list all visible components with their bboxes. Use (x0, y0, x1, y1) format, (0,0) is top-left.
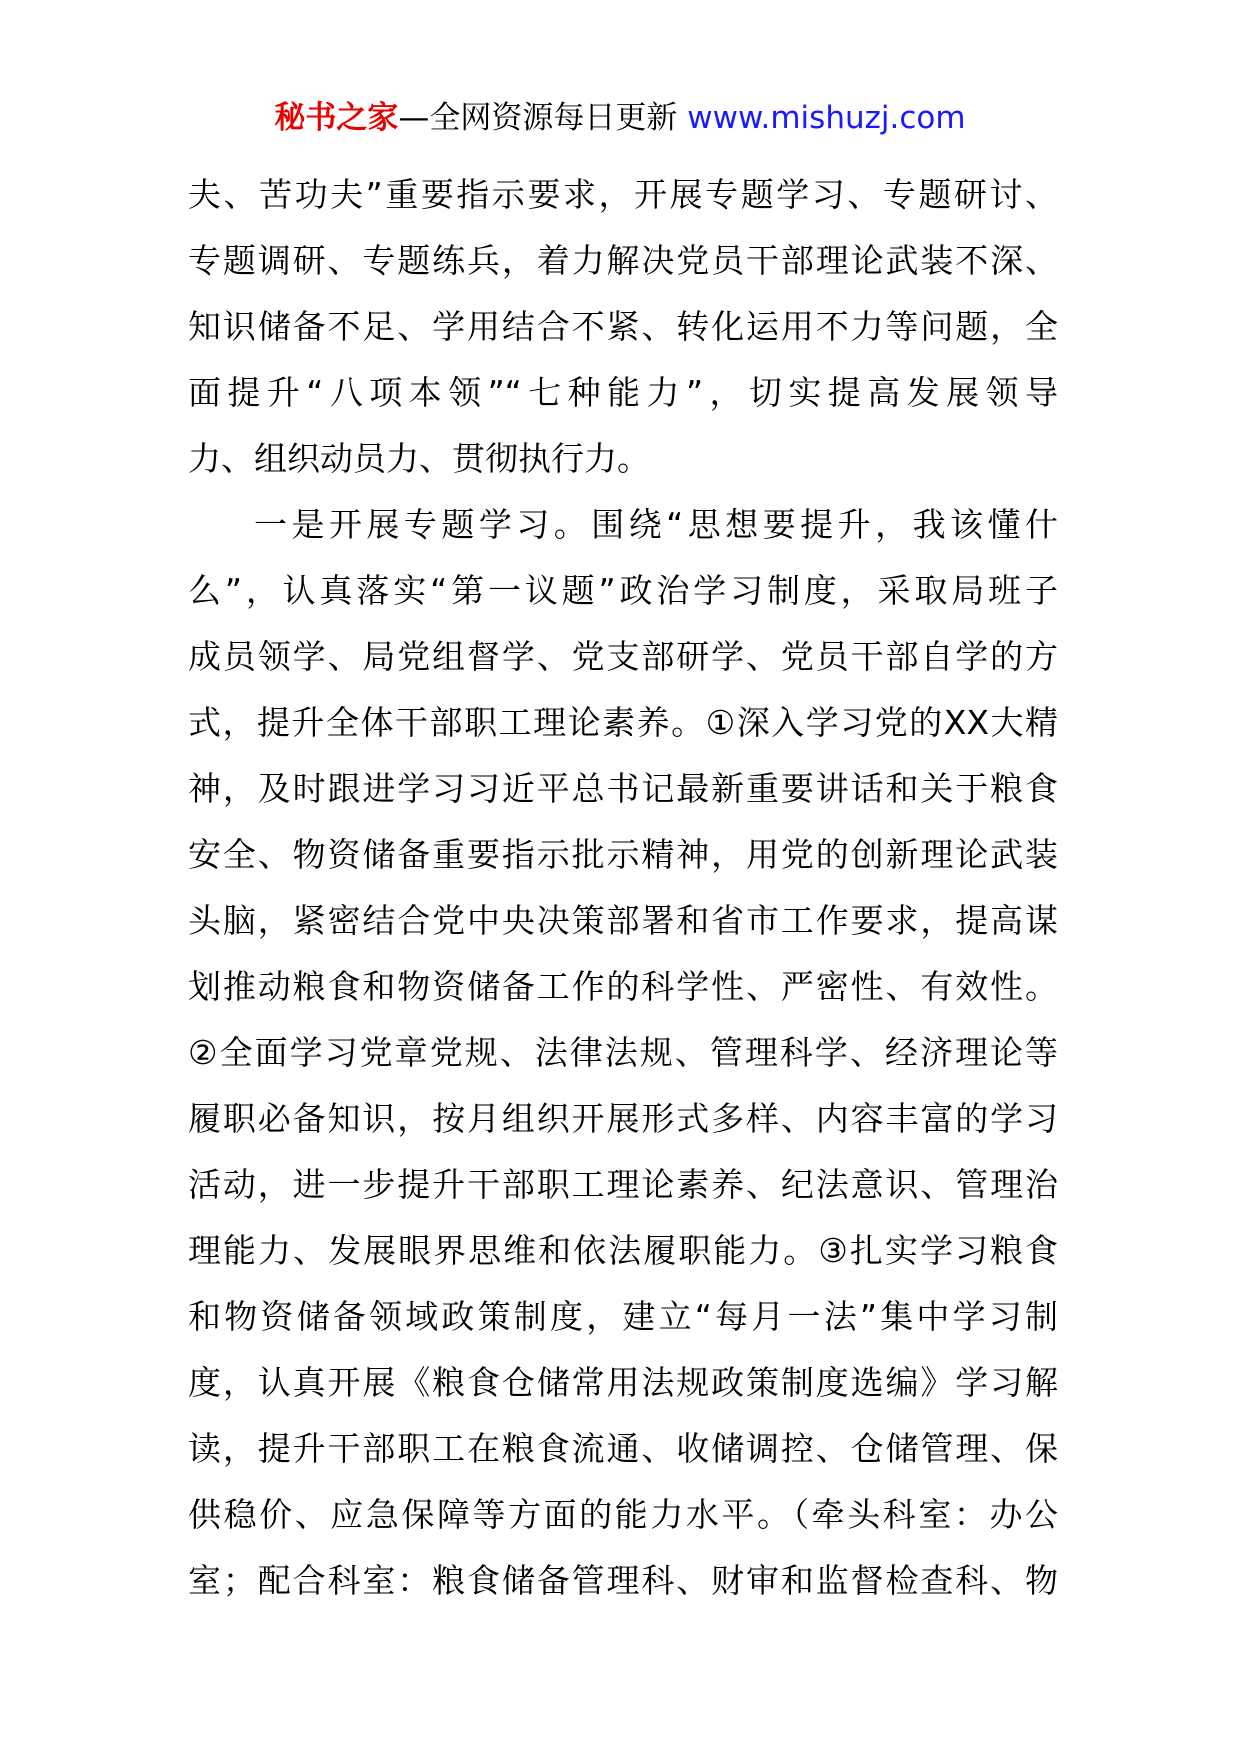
paragraph (188, 492, 1058, 1614)
text-line: 面提升“八项本领”“七种能力”，切实提高发展领导 (188, 373, 1058, 412)
text-line: 划推动粮食和物资储备工作的科学性、严密性、有效性。 (188, 967, 1058, 1006)
text-line: 供稳价、应急保障等方面的能力水平。（牵头科室：办公 (188, 1495, 1058, 1534)
document-body (188, 162, 1058, 1614)
site-header (0, 96, 1240, 140)
text-line: 一是开展专题学习。围绕“思想要提升，我该懂什 (254, 505, 1058, 544)
text-line: 室；配合科室：粮食储备管理科、财审和监督检查科、物 (188, 1561, 1058, 1600)
text-line: 度，认真开展《粮食仓储常用法规政策制度选编》学习解 (188, 1363, 1058, 1402)
site-brand: 秘书之家 (274, 100, 399, 136)
text-line: 履职必备知识，按月组织开展形式多样、内容丰富的学习 (188, 1099, 1058, 1138)
text-line: 理能力、发展眼界思维和依法履职能力。③扎实学习粮食 (188, 1231, 1058, 1270)
text-line: 知识储备不足、学用结合不紧、转化运用不力等问题，全 (188, 307, 1058, 346)
text-line: 夫、苦功夫”重要指示要求，开展专题学习、专题研讨、 (188, 175, 1058, 214)
site-url-link[interactable]: www.mishuzj.com (687, 100, 966, 136)
text-line: 力、组织动员力、贯彻执行力。 (188, 439, 650, 478)
text-line: 读，提升干部职工在粮食流通、收储调控、仓储管理、保 (188, 1429, 1058, 1468)
paragraph (188, 162, 1058, 492)
text-line: 神，及时跟进学习习近平总书记最新重要讲话和关于粮食 (188, 769, 1058, 808)
text-line: ②全面学习党章党规、法律法规、管理科学、经济理论等 (188, 1033, 1058, 1072)
text-line: 和物资储备领域政策制度，建立“每月一法”集中学习制 (188, 1297, 1058, 1336)
text-line: 式，提升全体干部职工理论素养。①深入学习党的XX大精 (188, 703, 1058, 742)
text-line: 活动，进一步提升干部职工理论素养、纪法意识、管理治 (188, 1165, 1058, 1204)
text-line: 安全、物资储备重要指示批示精神，用党的创新理论武装 (188, 835, 1058, 874)
text-line: 头脑，紧密结合党中央决策部署和省市工作要求，提高谋 (188, 901, 1058, 940)
text-line: 成员领学、局党组督学、党支部研学、党员干部自学的方 (188, 637, 1058, 676)
text-line: 专题调研、专题练兵，着力解决党员干部理论武装不深、 (188, 241, 1058, 280)
text-line: 么”，认真落实“第一议题”政治学习制度，采取局班子 (188, 571, 1058, 610)
site-slogan: —全网资源每日更新 (398, 100, 688, 136)
